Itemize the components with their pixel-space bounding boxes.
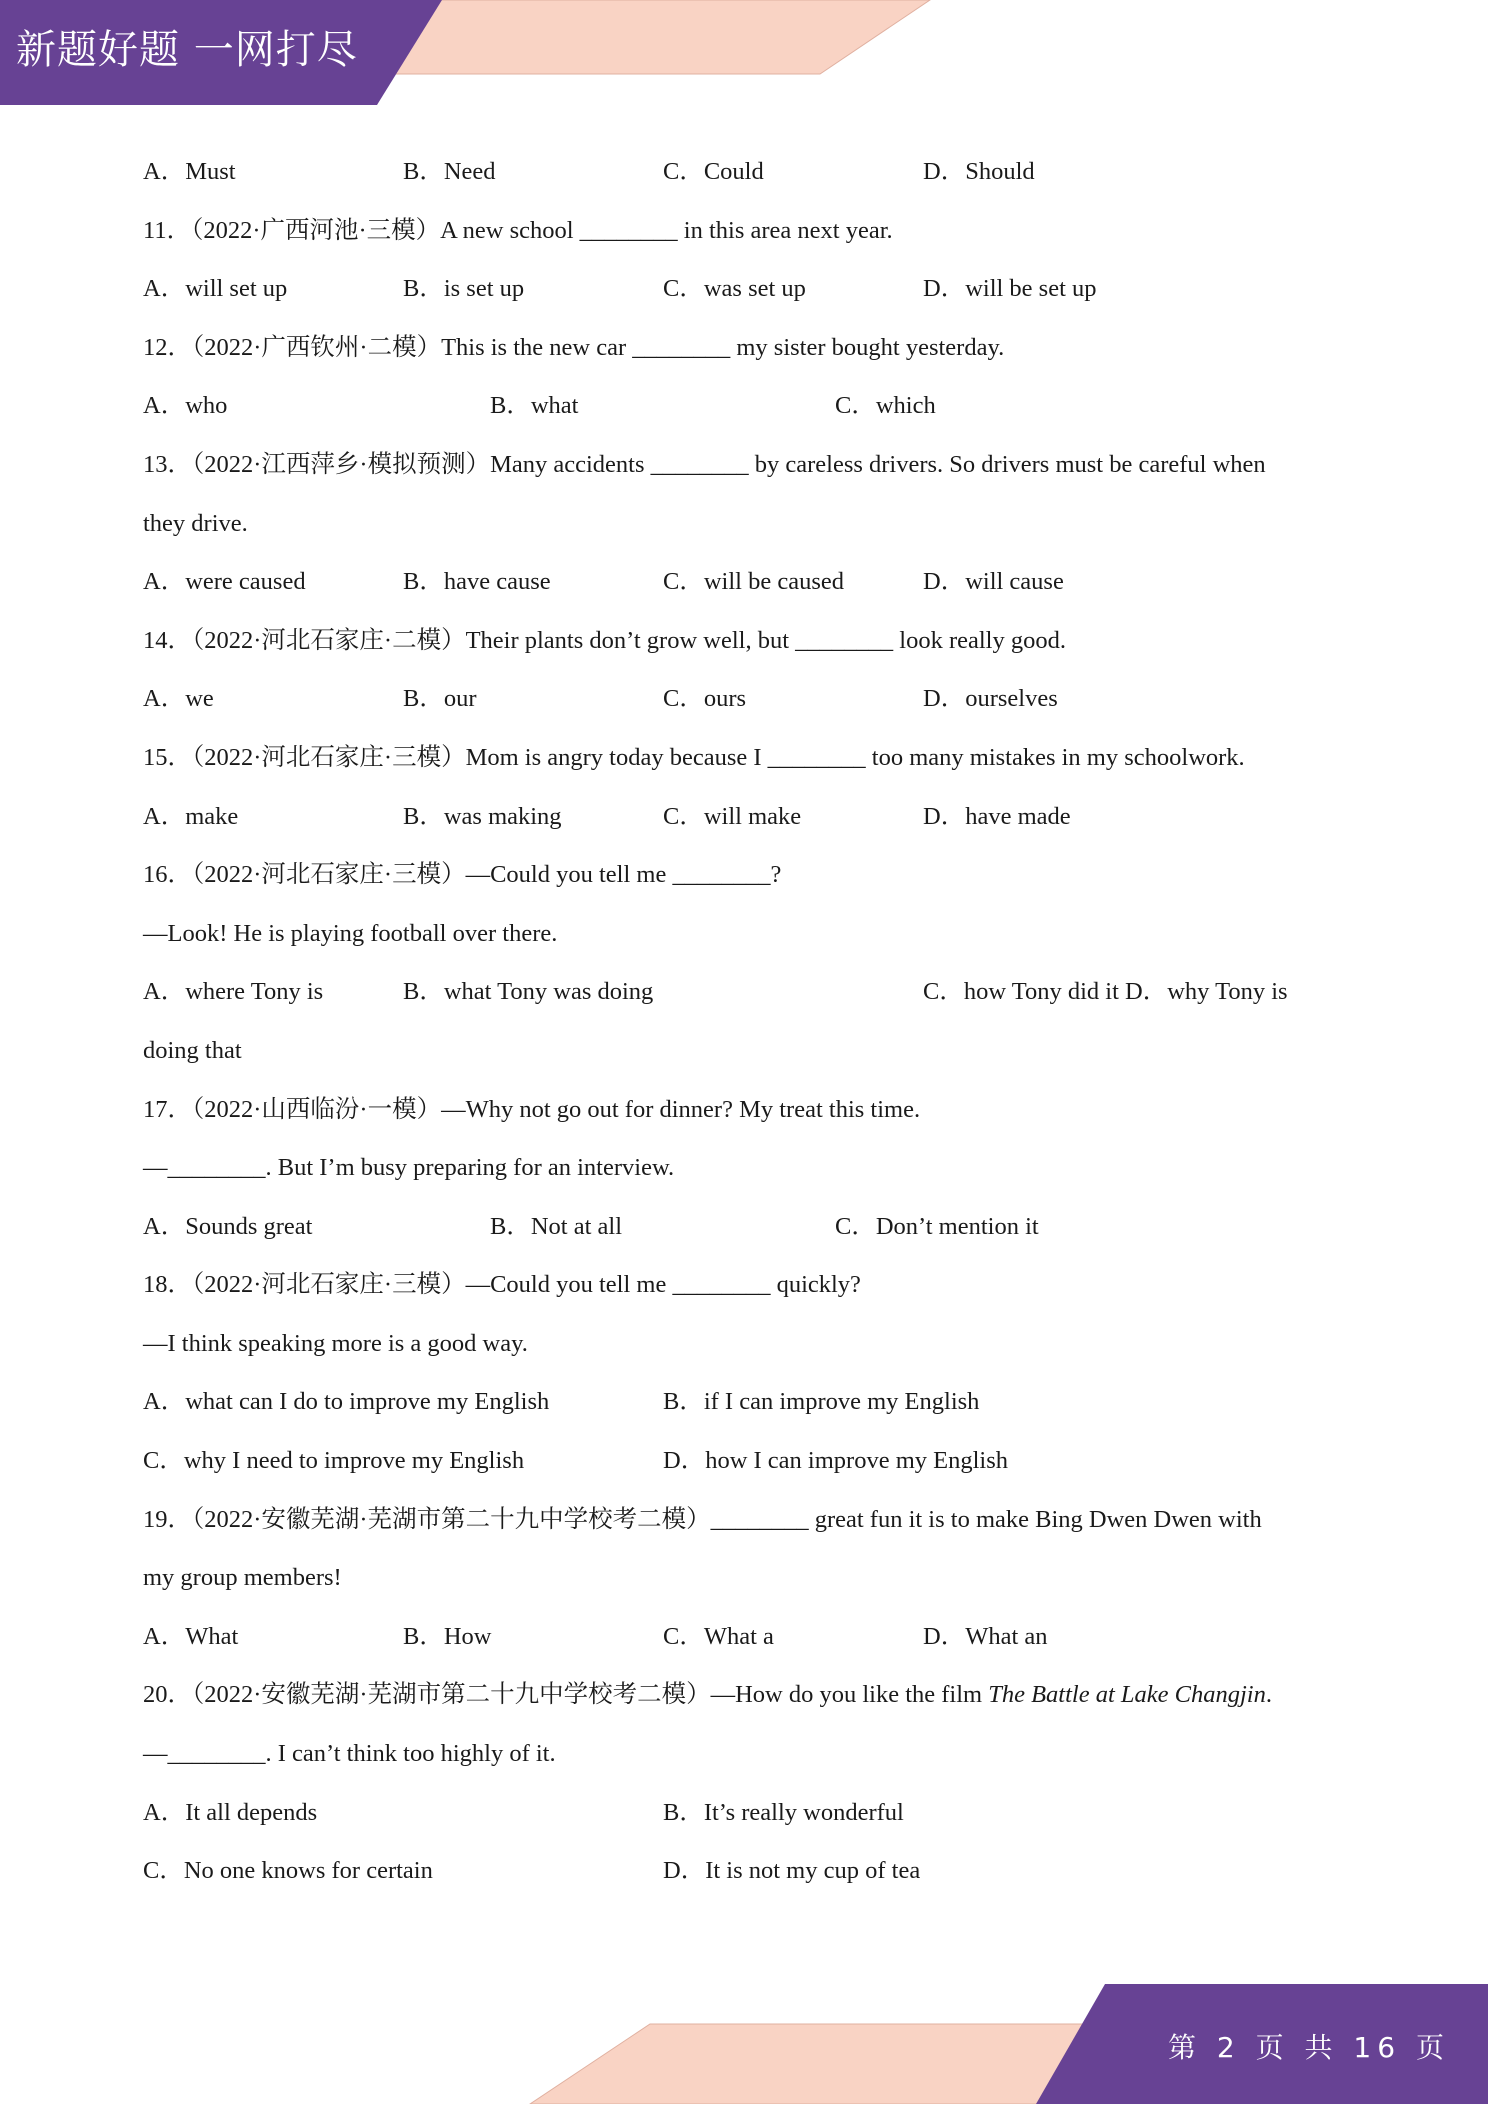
options-row <box>143 970 1363 1029</box>
options-row <box>143 1380 1363 1439</box>
option-c: C．was set up <box>663 275 806 303</box>
option-d: D．have made <box>923 802 1071 830</box>
q17-reply: —________. But I’m busy preparing for an interview. <box>143 1154 675 1182</box>
option-d: D．Should <box>923 158 1035 185</box>
option-b: B．our <box>403 685 477 713</box>
option-a: A．Sounds great <box>143 1212 313 1240</box>
option-b: B．was making <box>403 802 562 830</box>
option-b: B．what Tony was doing <box>403 978 654 1006</box>
option-c: C．ours <box>663 685 747 713</box>
q12-stem: 12．（2022·广西钦州·二模）This is the new car ________ my sister bought yesterday. <box>143 333 1005 361</box>
q16-reply: —Look! He is playing football over there. <box>143 919 558 947</box>
option-c: C．What a <box>663 1622 774 1650</box>
option-c: C．why I need to improve my English <box>143 1447 525 1475</box>
q20-stem-after: . <box>1265 1681 1272 1709</box>
question-stem <box>143 1673 1363 1732</box>
q20-reply: —________. I can’t think too highly of it. <box>143 1740 556 1768</box>
options-row <box>143 1791 1363 1850</box>
header-title: 新题好题 一网打尽 <box>16 27 358 73</box>
q18-stem: 18．（2022·河北石家庄·三模）—Could you tell me ________ quickly? <box>143 1271 861 1299</box>
option-b: B．have cause <box>403 568 551 596</box>
question-stem <box>143 443 1363 502</box>
option-d: D．will cause <box>923 568 1064 596</box>
q20-stem-before: 20．（2022·安徽芜湖·芜湖市第二十九中学校考二模）—How do you like the film <box>143 1681 989 1709</box>
options-row <box>143 150 1363 209</box>
dialogue-reply <box>143 1146 1363 1205</box>
option-c: C．which <box>835 392 936 420</box>
option-b: B．It’s really wonderful <box>663 1798 904 1826</box>
question-stem <box>143 853 1363 912</box>
options-row <box>143 384 1363 443</box>
option-c-d: C．how Tony did it D．why Tony is <box>923 978 1288 1006</box>
option-b: B．is set up <box>403 275 525 303</box>
dialogue-reply <box>143 912 1363 971</box>
option-a: A．where Tony is <box>143 978 324 1006</box>
option-a: A．What <box>143 1622 239 1650</box>
options-row <box>143 1615 1363 1674</box>
option-d: D．What an <box>923 1622 1048 1650</box>
option-d: D．It is not my cup of tea <box>663 1857 921 1885</box>
question-stem <box>143 326 1363 385</box>
option-d: D．how I can improve my English <box>663 1447 1008 1475</box>
q19-stem-cont: my group members! <box>143 1564 342 1592</box>
options-row <box>143 1205 1363 1264</box>
q20-stem <box>143 1673 1272 1717</box>
question-stem <box>143 1088 1363 1147</box>
q13-stem-cont: they drive. <box>143 509 248 537</box>
q15-stem: 15．（2022·河北石家庄·三模）Mom is angry today because I ________ too many mistakes in my schoolwork. <box>143 743 1245 771</box>
question-stem <box>143 209 1363 268</box>
question-stem <box>143 1263 1363 1322</box>
options-row-continued <box>143 1029 1363 1088</box>
option-c: C．Could <box>663 158 764 185</box>
options-row <box>143 267 1363 326</box>
option-b: B．Not at all <box>490 1212 623 1240</box>
option-c: C．No one knows for certain <box>143 1857 433 1885</box>
q16-option-cont: doing that <box>143 1036 242 1064</box>
option-a: A．what can I do to improve my English <box>143 1388 550 1416</box>
q19-stem: 19．（2022·安徽芜湖·芜湖市第二十九中学校考二模）________ great fun it is to make Bing Dwen Dwen with <box>143 1505 1262 1533</box>
q18-reply: —I think speaking more is a good way. <box>143 1329 528 1357</box>
option-a: A．who <box>143 392 228 420</box>
options-row <box>143 1439 1363 1498</box>
question-stem <box>143 1498 1363 1557</box>
q13-stem: 13．（2022·江西萍乡·模拟预测）Many accidents ________ by careless drivers. So drivers must be careful when <box>143 450 1266 478</box>
option-a: A．make <box>143 802 239 830</box>
dialogue-reply <box>143 1322 1363 1381</box>
q11-stem: 11．（2022·广西河池·三模）A new school ________ in this area next year. <box>143 216 893 244</box>
option-b: B．if I can improve my English <box>663 1388 980 1416</box>
option-a: A．were caused <box>143 568 306 596</box>
option-a: A．we <box>143 685 214 713</box>
dialogue-reply <box>143 1732 1363 1791</box>
options-row <box>143 1849 1363 1908</box>
option-c: C．will be caused <box>663 568 844 596</box>
option-a: A．It all depends <box>143 1798 318 1826</box>
question-list <box>143 150 1363 1908</box>
option-b: B．Need <box>403 158 496 185</box>
q17-stem: 17．（2022·山西临汾·一模）—Why not go out for dinner? My treat this time. <box>143 1095 921 1123</box>
q16-stem: 16．（2022·河北石家庄·三模）—Could you tell me ________? <box>143 861 782 889</box>
option-c: C．Don’t mention it <box>835 1212 1039 1240</box>
options-row <box>143 795 1363 854</box>
q14-stem: 14．（2022·河北石家庄·二模）Their plants don’t grow well, but ________ look really good. <box>143 626 1066 654</box>
option-d: D．will be set up <box>923 275 1097 303</box>
film-title: The Battle at Lake Changjin <box>988 1681 1266 1709</box>
page-number: 第 2 页 共 16 页 <box>1168 2031 1450 2064</box>
option-d: D．ourselves <box>923 685 1058 713</box>
option-a: A．Must <box>143 158 236 185</box>
option-a: A．will set up <box>143 275 288 303</box>
option-b: B．How <box>403 1622 492 1650</box>
question-stem-continued <box>143 1556 1363 1615</box>
options-row <box>143 677 1363 736</box>
option-b: B．what <box>490 392 579 420</box>
options-row <box>143 560 1363 619</box>
question-stem-continued <box>143 502 1363 561</box>
option-c: C．will make <box>663 802 802 830</box>
question-stem <box>143 619 1363 678</box>
question-stem <box>143 736 1363 795</box>
